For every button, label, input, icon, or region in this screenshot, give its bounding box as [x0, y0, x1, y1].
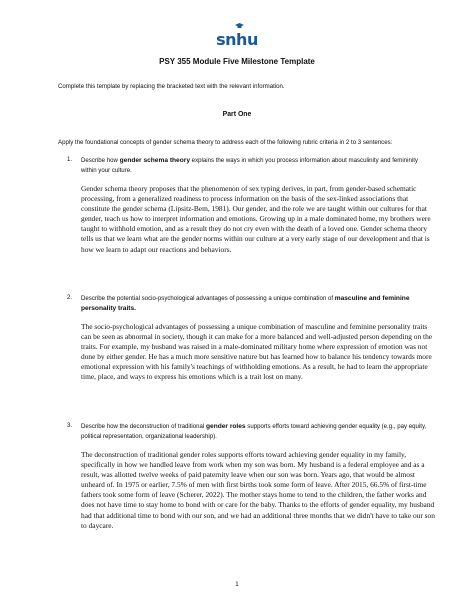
apply-instructions: Apply the foundational concepts of gender schema theory to address each of the following rubric criteria in 2 to 3 sentences: [58, 139, 393, 146]
logo-text: snhu [216, 30, 258, 49]
rubric-question [81, 422, 433, 441]
rubric-question [81, 294, 433, 313]
snhu-logo [0, 30, 474, 50]
item-number: 3. [67, 422, 73, 429]
part-heading: Part One [222, 111, 252, 118]
question-text: Describe how [81, 157, 120, 164]
question-keyword: gender schema theory [119, 157, 190, 164]
graduation-cap-icon [235, 23, 244, 29]
item-number: 2. [67, 294, 73, 301]
question-text: Describe how the deconstruction of traditional [81, 423, 206, 430]
answer-paragraph: The socio-psychological advantages of possessing a unique combination of masculine and feminine personality traits can be seen as abnormal in society, though it can make for a more balanced and well-adjusted person depending on the traits. For example, my husband was raised in a male-dominated military home where expression of emotion was not done by either gender. He has a much more sensitive nature but has learned how to balance his tendency towards more emotional expression with his family's teachings of withholding emotions. As a result, he had to learn the appropriate time, place, and ways to express his emotions which is a trait lost on many. [81, 322, 433, 382]
question-text: explains the ways in which you process information about masculinity and femininity within your culture. [81, 157, 418, 174]
document-title: PSY 355 Module Five Milestone Template [159, 57, 315, 66]
intro-text: Complete this template by replacing the bracketed text with the relevant information. [58, 83, 285, 90]
rubric-question [81, 156, 433, 175]
question-keyword: gender roles [206, 423, 246, 430]
item-number: 1. [67, 156, 73, 163]
question-keyword: masculine and feminine personality traits. [81, 295, 410, 312]
answer-paragraph: Gender schema theory proposes that the phenomenon of sex typing derives, in part, from gender-based schematic processing, from a generalized readiness to process information on the basis of the sex-linked associations that constitute the gender schema (Lipsitz-Bem, 1981). Our gender, and the role we are taught within our cultures for that gender, teach us how to interpret information and emotions. Growing up in a male dominated home, my brothers were taught to withhold emotion, and as a result they do not cry even with the death of a loved one. Gender schema theory tells us that we learn what are the gender norms within our culture at a very early stage of our development and that is how we learn to adapt our reactions and behaviors. [81, 184, 431, 254]
question-text: supports efforts toward achieving gender equality (e.g., pay equity, political representation, organizational leadership). [81, 423, 427, 440]
answer-paragraph: The deconstruction of traditional gender roles supports efforts toward achieving gender equality in my family, specifically in how we handled leave from work when my son was born. My husband is a federal employee and as a result, was allotted twelve weeks of paid paternity leave when our son was born. Years ago, that would be almost unheard of. In 1975 or earlier, 7.5% of men with first births took some form of leave. After 2015, 66.5% of first-time fathers took some form of leave (Scherer, 2022). The mother stays home to tend to the children, the father works and does not have time to stay home to bond with or care for the baby. Thanks to the efforts of gender equality, my husband had that additional time to bond with our son, and we had an additional three months that we didn't have to take our son to daycare. [81, 450, 435, 530]
page-number: 1 [235, 581, 239, 588]
question-text: Describe the potential socio-psychological advantages of possessing a unique combination of [81, 295, 335, 302]
